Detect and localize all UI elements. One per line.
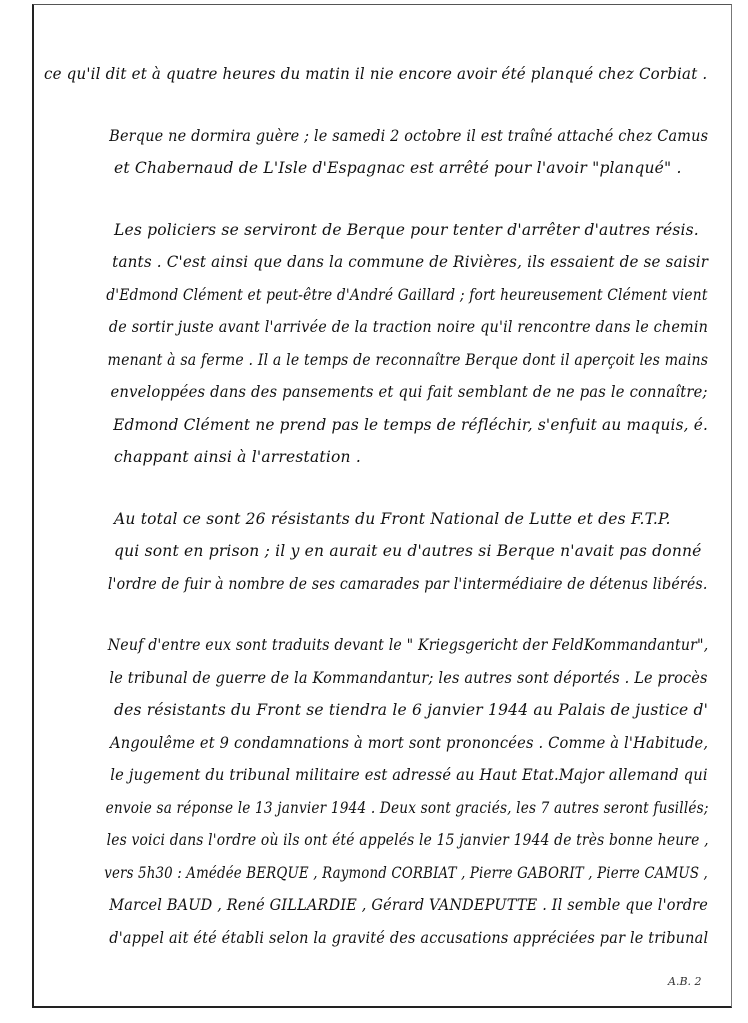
text-line: et Chabernaud de L'Isle d'Espagnac est arrêté pour l'avoir "planqué" .: [114, 159, 682, 177]
paragraph: [44, 120, 708, 185]
paragraph: [44, 58, 708, 91]
text-line: l'ordre de fuir à nombre de ses camarades par l'intermédiaire de détenus libérés.: [107, 574, 708, 593]
text-line: Angoulême et 9 condamnations à mort sont prononcées . Comme à l'Habitude,: [110, 733, 709, 752]
text-line: le jugement du tribunal militaire est adressé au Haut Etat.Major allemand qui: [110, 766, 708, 784]
text-line: ce qu'il dit et à quatre heures du matin il nie encore avoir été planqué chez Corbiat .: [44, 65, 708, 83]
text-line: Au total ce sont 26 résistants du Front National de Lutte et des F.T.P.: [114, 509, 671, 528]
text-line: de sortir juste avant l'arrivée de la traction noire qu'il rencontre dans le chemin: [108, 318, 709, 336]
text-line: enveloppées dans des pansements et qui fait semblant de ne pas le connaître;: [110, 383, 708, 401]
text-line: Neuf d'entre eux sont traduits devant le " Kriegsgericht der FeldKommandantur",: [107, 636, 709, 654]
text-line: tants . C'est ainsi que dans la commune de Rivières, ils essaient de se saisir: [112, 253, 709, 271]
paragraph: [44, 629, 708, 954]
text-line: des résistants du Front se tiendra le 6 janvier 1944 au Palais de justice d': [114, 701, 709, 719]
text-line: d'appel ait été établi selon la gravité des accusations appréciées par le tribunal: [109, 928, 709, 947]
text-line: envoie sa réponse le 13 janvier 1944 . Deux sont graciés, les 7 autres seront fusillés;: [105, 798, 709, 817]
handwritten-text-body: [44, 58, 708, 983]
text-line: menant à sa ferme . Il a le temps de reconnaître Berque dont il aperçoit les mains: [107, 350, 709, 369]
paragraph: [44, 503, 708, 601]
text-line: Berque ne dormira guère ; le samedi 2 octobre il est traîné attaché chez Camus: [109, 126, 709, 145]
text-line: le tribunal de guerre de la Kommandantur; les autres sont déportés . Le procès: [109, 668, 708, 687]
text-line: vers 5h30 : Amédée BERQUE , Raymond CORBIAT , Pierre GABORIT , Pierre CAMUS ,: [104, 863, 708, 882]
text-line: Marcel BAUD , René GILLARDIE , Gérard VANDEPUTTE . Il semble que l'ordre: [109, 896, 709, 914]
text-line: chappant ainsi à l'arrestation .: [114, 448, 361, 466]
text-line: Les policiers se serviront de Berque pour tenter d'arrêter d'autres résis.: [114, 220, 699, 239]
text-line: Edmond Clément ne prend pas le temps de réfléchir, s'enfuit au maquis, é.: [113, 415, 709, 434]
text-line: d'Edmond Clément et peut-être d'André Gaillard ; fort heureusement Clément vient: [106, 285, 708, 304]
text-line: qui sont en prison ; il y en aurait eu d'autres si Berque n'avait pas donné: [114, 542, 702, 560]
text-line: les voici dans l'ordre où ils ont été appelés le 15 janvier 1944 de très bonne heure ,: [106, 831, 709, 849]
paragraph: [44, 214, 708, 474]
page-initials: A.B. 2: [668, 975, 702, 988]
